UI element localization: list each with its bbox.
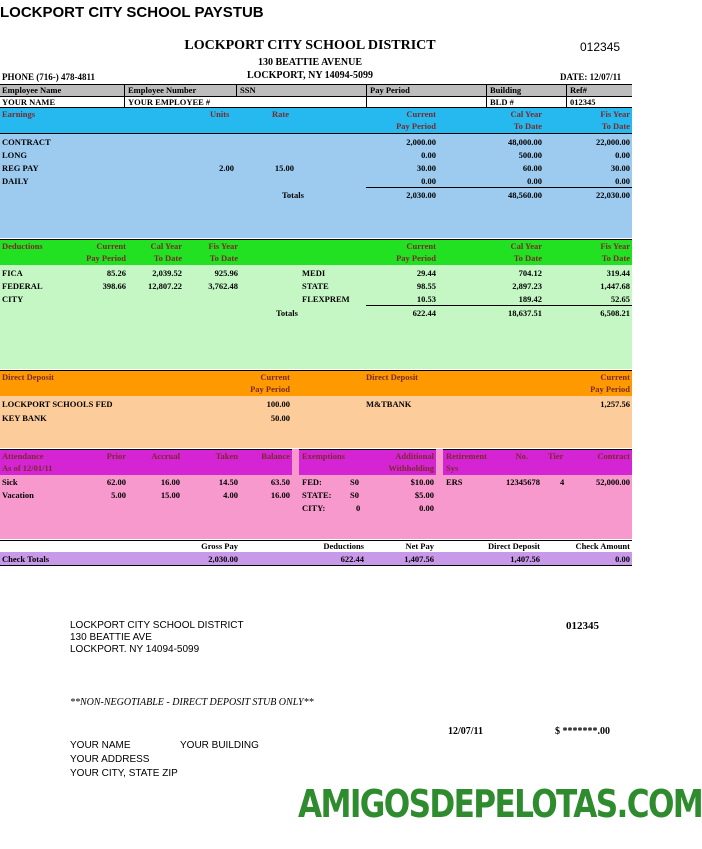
earnings-row-rate: 15.00 xyxy=(274,163,294,173)
deductions-right-current-header-2: Pay Period xyxy=(396,253,436,263)
info-divider xyxy=(236,84,237,96)
attendance-row-accrual: 15.00 xyxy=(160,490,180,500)
earnings-cal-header-2: To Date xyxy=(513,121,542,131)
stub-payee-address: YOUR ADDRESS xyxy=(70,754,150,765)
exemptions-withholding-header: Withholding xyxy=(388,463,434,473)
deposit-header-band xyxy=(0,370,632,397)
deduction-name: MEDI xyxy=(302,268,326,278)
deductions-right-fis-header-2: To Date xyxy=(601,253,630,263)
deductions-total-current: 622.44 xyxy=(412,308,436,318)
exemptions-gap xyxy=(436,449,443,475)
stub-district-street: 130 BEATTIE AVE xyxy=(70,632,152,643)
check-total-deposit: 1,407.56 xyxy=(510,554,540,564)
attendance-balance-header: Balance xyxy=(261,451,290,461)
deductions-title: Deductions xyxy=(2,241,43,251)
info-header-ref: Ref# xyxy=(570,85,587,95)
stub-payee-city: YOUR CITY, STATE ZIP xyxy=(70,768,178,779)
info-employee-number: YOUR EMPLOYEE # xyxy=(128,97,211,107)
earnings-current-header-2: Pay Period xyxy=(396,121,436,131)
deductions-totals-rule xyxy=(366,305,632,306)
earnings-fis-header-2: To Date xyxy=(601,121,630,131)
deduction-name: CITY xyxy=(2,294,24,304)
attendance-row-taken: 4.00 xyxy=(223,490,238,500)
attendance-gap xyxy=(292,449,299,475)
check-header-amount: Check Amount xyxy=(575,541,630,551)
info-divider xyxy=(366,84,367,108)
retirement-tier-header: Tier xyxy=(548,451,564,461)
deductions-cal-header: Cal Year xyxy=(150,241,182,251)
attendance-row-balance: 63.50 xyxy=(270,477,290,487)
earnings-row-current: 2,000.00 xyxy=(406,137,436,147)
stub-amount: $ *******.00 xyxy=(555,726,610,737)
earnings-total-current: 2,030.00 xyxy=(406,190,436,200)
earnings-row-name: LONG xyxy=(2,150,28,160)
exemptions-additional-header: Additional xyxy=(395,451,434,461)
deductions-totals-label: Totals xyxy=(276,308,298,318)
deduction-cal: 2,039.52 xyxy=(152,268,182,278)
stub-number: 012345 xyxy=(566,620,599,632)
info-building: BLD # xyxy=(490,97,514,107)
deductions-right-cal-header-2: To Date xyxy=(513,253,542,263)
earnings-title: Earnings xyxy=(2,109,36,119)
check-total-gross: 2,030.00 xyxy=(208,554,238,564)
check-totals-label: Check Totals xyxy=(2,554,49,564)
info-header-number: Employee Number xyxy=(128,85,197,95)
deposit-bank-amount: 1,257.56 xyxy=(600,399,630,409)
watermark: AMIGOSDEPELOTAS.COM xyxy=(298,782,702,826)
earnings-totals-label: Totals xyxy=(282,190,304,200)
earnings-row-fis: 22,000.00 xyxy=(596,137,630,147)
deduction-current: 398.66 xyxy=(102,281,126,291)
earnings-row-cal: 60.00 xyxy=(522,163,542,173)
earnings-total-cal: 48,560.00 xyxy=(508,190,542,200)
check-header-net: Net Pay xyxy=(405,541,434,551)
earnings-row-name: DAILY xyxy=(2,176,29,186)
deductions-current-header: Current xyxy=(96,241,126,251)
info-divider xyxy=(486,84,487,108)
deduction-name: FLEXPREM xyxy=(302,294,350,304)
deductions-total-fis: 6,508.21 xyxy=(600,308,630,318)
district-city: LOCKPORT, NY 14094-5099 xyxy=(246,70,374,81)
deposit-title: Direct Deposit xyxy=(2,372,55,382)
earnings-row-cal: 48,000.00 xyxy=(508,137,542,147)
retirement-contract-header: Contract xyxy=(597,451,630,461)
info-ref: 012345 xyxy=(570,97,596,107)
attendance-row-name: Vacation xyxy=(2,490,34,500)
earnings-row-units: 2.00 xyxy=(219,163,234,173)
info-header-name: Employee Name xyxy=(2,85,62,95)
exemption-label: FED: xyxy=(302,477,322,487)
exemption-status: S0 xyxy=(350,477,359,487)
stub-payee-building: YOUR BUILDING xyxy=(180,740,259,751)
check-header-deductions: Deductions xyxy=(323,541,364,551)
page-title: LOCKPORT CITY SCHOOL PAYSTUB xyxy=(0,4,264,21)
deductions-right-fis-header: Fis Year xyxy=(600,241,630,251)
exemption-amount: $10.00 xyxy=(410,477,434,487)
exemption-label: STATE: xyxy=(302,490,332,500)
retirement-number: 12345678 xyxy=(506,477,540,487)
earnings-row-cal: 500.00 xyxy=(518,150,542,160)
check-total-net: 1,407.56 xyxy=(404,554,434,564)
earnings-row-name: CONTRACT xyxy=(2,137,51,147)
earnings-cal-header: Cal Year xyxy=(510,109,542,119)
deposit-bank-amount: 50.00 xyxy=(270,413,290,423)
deductions-cal-header-2: To Date xyxy=(153,253,182,263)
attendance-taken-header: Taken xyxy=(215,451,238,461)
deduction-name: FEDERAL xyxy=(2,281,43,291)
deductions-fis-header-2: To Date xyxy=(209,253,238,263)
deduction-current: 10.53 xyxy=(416,294,436,304)
district-phone: PHONE (716-) 478-4811 xyxy=(2,72,95,82)
info-divider xyxy=(566,84,567,108)
check-header-gross: Gross Pay xyxy=(201,541,238,551)
exemption-amount: 0.00 xyxy=(419,503,434,513)
stub-district-name: LOCKPORT CITY SCHOOL DISTRICT xyxy=(70,620,244,631)
attendance-row-accrual: 16.00 xyxy=(160,477,180,487)
earnings-rate-header: Rate xyxy=(272,109,289,119)
retirement-no-header: No. xyxy=(515,451,528,461)
earnings-row-current: 30.00 xyxy=(416,163,436,173)
stub-date: 12/07/11 xyxy=(448,726,484,737)
deduction-cal: 2,897.23 xyxy=(512,281,542,291)
deductions-right-cal-header: Cal Year xyxy=(510,241,542,251)
deduction-name: FICA xyxy=(2,268,23,278)
earnings-total-fis: 22,030.00 xyxy=(596,190,630,200)
exemptions-title: Exemptions xyxy=(302,451,345,461)
deposit-bank-amount: 100.00 xyxy=(266,399,290,409)
deduction-fis: 925.96 xyxy=(214,268,238,278)
deductions-current-header-2: Pay Period xyxy=(86,253,126,263)
retirement-contract: 52,000.00 xyxy=(596,477,630,487)
attendance-title: Attendance xyxy=(2,451,44,461)
deduction-fis: 52.65 xyxy=(610,294,630,304)
attendance-asof: As of 12/01/11 xyxy=(2,463,53,473)
deduction-cal: 189.42 xyxy=(518,294,542,304)
retirement-sys: Sys xyxy=(446,463,459,473)
deposit-right-current-header-2: Pay Period xyxy=(590,384,630,394)
stub-note: **NON-NEGOTIABLE - DIRECT DEPOSIT STUB ONLY** xyxy=(70,697,314,708)
deposit-bank-name: LOCKPORT SCHOOLS FED xyxy=(2,399,113,409)
attendance-accrual-header: Accrual xyxy=(151,451,180,461)
earnings-current-header: Current xyxy=(406,109,436,119)
exemption-label: CITY: xyxy=(302,503,326,513)
deduction-fis: 3,762.48 xyxy=(208,281,238,291)
info-employee-name: YOUR NAME xyxy=(2,97,56,107)
info-value-row xyxy=(0,96,632,108)
deductions-total-cal: 18,637.51 xyxy=(508,308,542,318)
attendance-row-taken: 14.50 xyxy=(218,477,238,487)
info-header-pay-period: Pay Period xyxy=(370,85,410,95)
attendance-prior-header: Prior xyxy=(106,451,126,461)
info-header-building: Building xyxy=(490,85,522,95)
earnings-row-fis: 30.00 xyxy=(610,163,630,173)
deposit-right-current-header: Current xyxy=(600,372,630,382)
deduction-current: 98.55 xyxy=(416,281,436,291)
exemption-amount: $5.00 xyxy=(414,490,434,500)
deduction-fis: 319.44 xyxy=(606,268,630,278)
earnings-row-cal: 0.00 xyxy=(527,176,542,186)
earnings-units-header: Units xyxy=(210,109,230,119)
info-divider xyxy=(124,84,125,108)
check-header-deposit: Direct Deposit xyxy=(487,541,540,551)
check-total-deductions: 622.44 xyxy=(340,554,364,564)
earnings-row-fis: 0.00 xyxy=(615,176,630,186)
attendance-row-name: Sick xyxy=(2,477,18,487)
attendance-row-prior: 5.00 xyxy=(111,490,126,500)
district-name: LOCKPORT CITY SCHOOL DISTRICT xyxy=(184,38,436,53)
info-header-ssn: SSN xyxy=(240,85,256,95)
deposit-current-header-2: Pay Period xyxy=(250,384,290,394)
attendance-row-balance: 16.00 xyxy=(270,490,290,500)
district-date: DATE: 12/07/11 xyxy=(560,72,622,82)
deposit-current-header: Current xyxy=(260,372,290,382)
deduction-current: 29.44 xyxy=(416,268,436,278)
earnings-row-current: 0.00 xyxy=(421,176,436,186)
exemption-status: 0 xyxy=(356,503,361,513)
earnings-totals-rule xyxy=(366,187,632,188)
retirement-system: ERS xyxy=(446,477,463,487)
stub-district-city: LOCKPORT. NY 14094-5099 xyxy=(70,644,200,655)
district-street: 130 BEATTIE AVENUE xyxy=(257,57,363,68)
deduction-fis: 1,447.68 xyxy=(600,281,630,291)
retirement-title: Retirement xyxy=(446,451,487,461)
deduction-cal: 12,807.22 xyxy=(148,281,182,291)
deduction-cal: 704.12 xyxy=(518,268,542,278)
deduction-current: 85.26 xyxy=(106,268,126,278)
earnings-row-fis: 0.00 xyxy=(615,150,630,160)
earnings-row-current: 0.00 xyxy=(421,150,436,160)
retirement-tier: 4 xyxy=(560,477,565,487)
deduction-name: STATE xyxy=(302,281,329,291)
earnings-fis-header: Fis Year xyxy=(600,109,630,119)
deductions-fis-header: Fis Year xyxy=(208,241,238,251)
deductions-right-current-header: Current xyxy=(406,241,436,251)
deposit-bank-name: KEY BANK xyxy=(2,413,47,423)
district-number: 012345 xyxy=(580,40,621,54)
earnings-row-name: REG PAY xyxy=(2,163,39,173)
deposit-bank-name: M&TBANK xyxy=(366,399,412,409)
exemption-status: S0 xyxy=(350,490,359,500)
check-total-amount: 0.00 xyxy=(615,554,630,564)
attendance-row-prior: 62.00 xyxy=(106,477,126,487)
stub-payee-name: YOUR NAME xyxy=(70,740,131,751)
deposit-right-title: Direct Deposit xyxy=(366,372,419,382)
